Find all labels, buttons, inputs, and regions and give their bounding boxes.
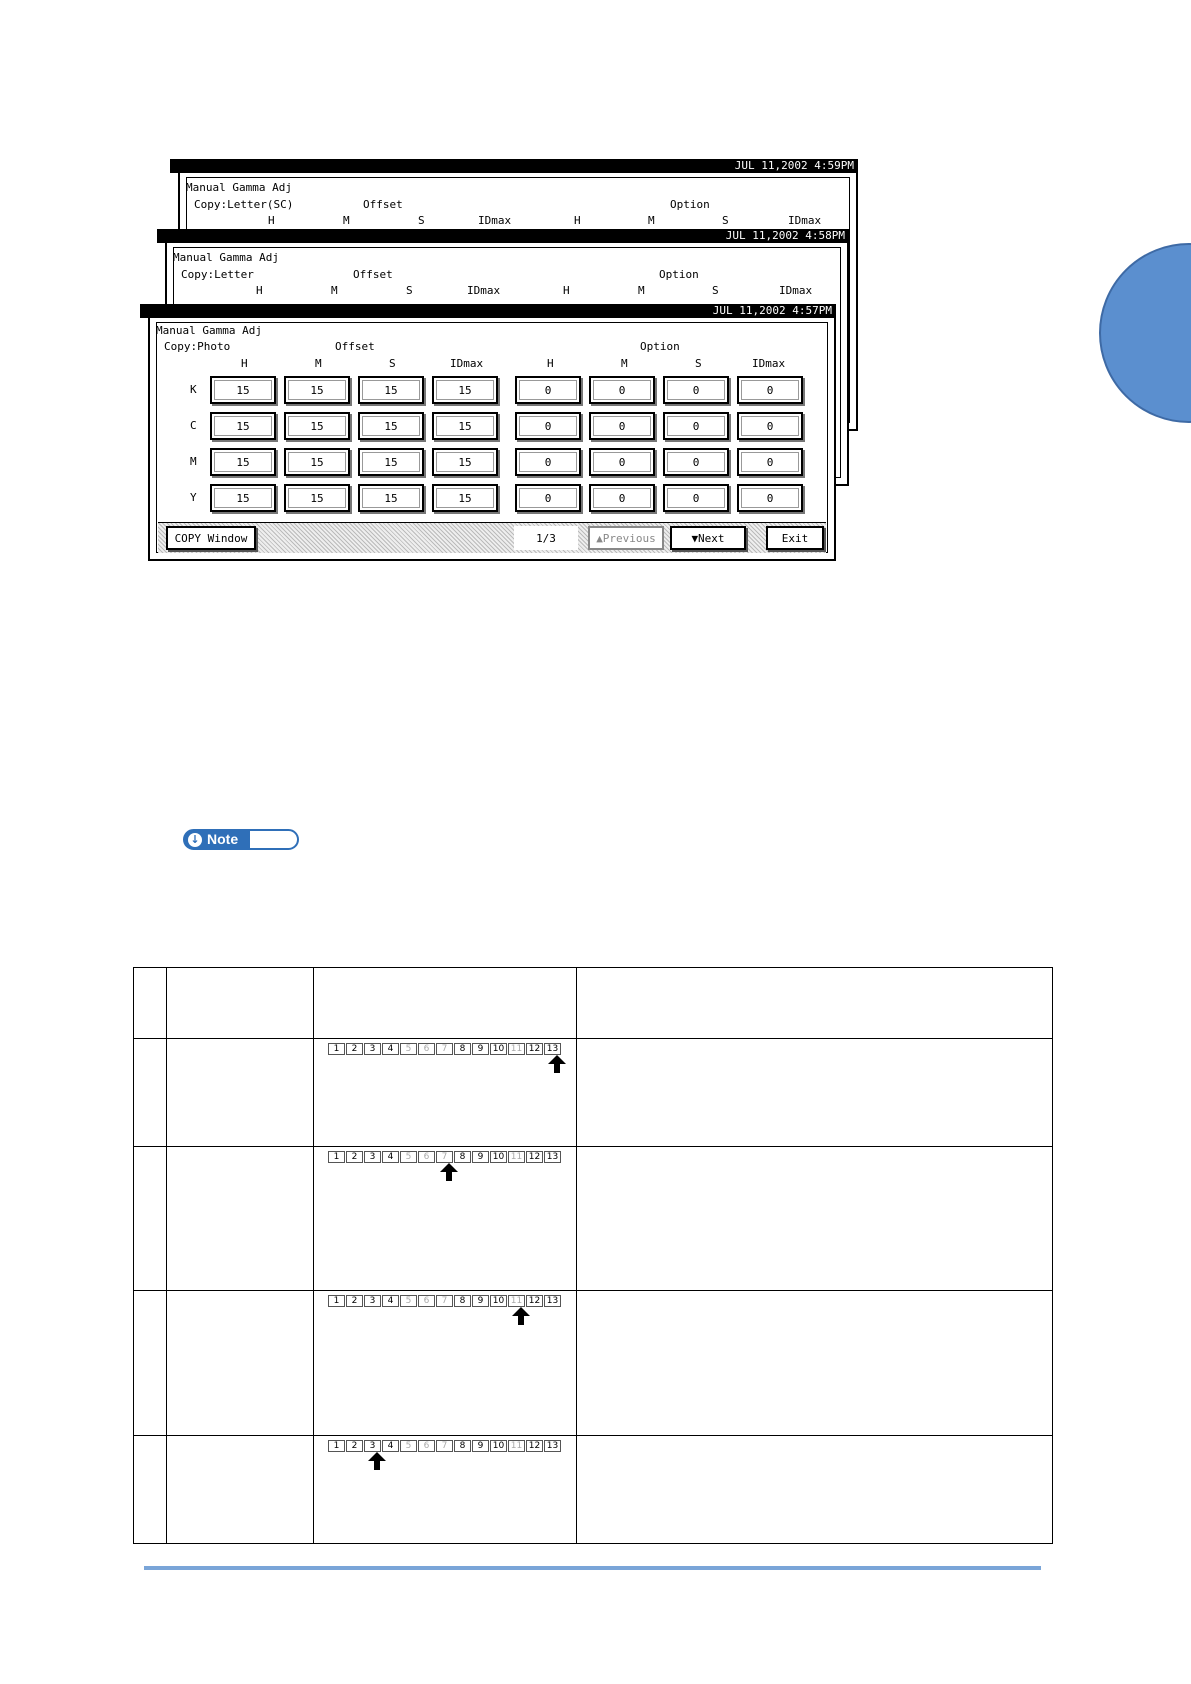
strip-cell: 12 xyxy=(526,1295,543,1307)
strip-cell: 1 xyxy=(328,1151,345,1163)
value-button-c-6[interactable]: 0 xyxy=(663,412,729,440)
value-button-y-2[interactable]: 15 xyxy=(358,484,424,512)
strip-cell: 3 xyxy=(364,1440,381,1452)
copy-window-button[interactable]: COPY Window xyxy=(166,526,256,550)
table-cell xyxy=(314,1436,577,1544)
screen-mode: Copy:Letter xyxy=(181,268,254,281)
screen-title: Manual Gamma Adj xyxy=(156,324,262,337)
strip-cell: 11 xyxy=(508,1043,525,1055)
table-cell xyxy=(314,1147,577,1291)
reference-table xyxy=(133,967,1053,1544)
previous-button[interactable]: ▲Previous xyxy=(588,526,664,550)
next-button[interactable]: ▼Next xyxy=(670,526,746,550)
table-cell xyxy=(577,1436,1053,1544)
value-button-m-2[interactable]: 15 xyxy=(358,448,424,476)
strip-cell: 10 xyxy=(490,1043,507,1055)
chapter-tab xyxy=(1099,243,1191,423)
arrow-row xyxy=(314,1163,576,1183)
col-m2: M xyxy=(648,214,655,227)
value-button-c-4[interactable]: 0 xyxy=(515,412,581,440)
value-button-m-3[interactable]: 15 xyxy=(432,448,498,476)
col-s2: S xyxy=(712,284,719,297)
table-cell xyxy=(167,968,314,1039)
col-idmax2: IDmax xyxy=(788,214,822,227)
strip-cell: 12 xyxy=(526,1043,543,1055)
strip-cell: 7 xyxy=(436,1043,453,1055)
screen-mode: Copy:Letter(SC) xyxy=(194,198,294,211)
value-button-y-1[interactable]: 15 xyxy=(284,484,350,512)
strip-cell: 11 xyxy=(508,1151,525,1163)
value-button-c-7[interactable]: 0 xyxy=(737,412,803,440)
strip-cell: 11 xyxy=(508,1440,525,1452)
number-strip xyxy=(328,1440,576,1452)
value-button-k-4[interactable]: 0 xyxy=(515,376,581,404)
bottom-bar xyxy=(158,522,826,553)
arrow-row xyxy=(314,1307,576,1327)
value-button-y-7[interactable]: 0 xyxy=(737,484,803,512)
row-label-c: C xyxy=(190,419,197,432)
scale-strip xyxy=(314,1043,576,1075)
table-row xyxy=(134,1147,1053,1291)
value-button-y-4[interactable]: 0 xyxy=(515,484,581,512)
strip-cell: 6 xyxy=(418,1440,435,1452)
value-button-c-5[interactable]: 0 xyxy=(589,412,655,440)
value-button-y-0[interactable]: 15 xyxy=(210,484,276,512)
col-h2: H xyxy=(574,214,581,227)
strip-cell: 1 xyxy=(328,1043,345,1055)
strip-cell: 10 xyxy=(490,1440,507,1452)
table-cell xyxy=(167,1039,314,1147)
value-button-c-0[interactable]: 15 xyxy=(210,412,276,440)
exit-button[interactable]: Exit xyxy=(766,526,824,550)
strip-cell: 13 xyxy=(544,1440,561,1452)
col-m: M xyxy=(343,214,350,227)
table-row xyxy=(134,1291,1053,1436)
row-label-m: M xyxy=(190,455,197,468)
col-h: H xyxy=(256,284,263,297)
row-label-y: Y xyxy=(190,491,197,504)
strip-cell: 4 xyxy=(382,1151,399,1163)
strip-cell: 7 xyxy=(436,1295,453,1307)
col-h2: H xyxy=(563,284,570,297)
arrow-row xyxy=(314,1055,576,1075)
strip-cell: 13 xyxy=(544,1151,561,1163)
option-label: Option xyxy=(670,198,710,211)
table-cell xyxy=(314,968,577,1039)
table-cell xyxy=(314,1039,577,1147)
strip-cell: 13 xyxy=(544,1295,561,1307)
table-cell xyxy=(577,1291,1053,1436)
up-arrow-icon xyxy=(368,1452,386,1470)
col-s: S xyxy=(406,284,413,297)
table-row xyxy=(134,1039,1053,1147)
col-idmax2: IDmax xyxy=(752,357,786,370)
screen-timestamp: JUL 11,2002 4:57PM xyxy=(140,304,836,318)
number-strip xyxy=(328,1043,576,1055)
strip-cell: 4 xyxy=(382,1295,399,1307)
down-arrow-circle-icon: ↓ xyxy=(188,833,202,847)
value-button-k-1[interactable]: 15 xyxy=(284,376,350,404)
strip-cell: 13 xyxy=(544,1043,561,1055)
value-button-k-6[interactable]: 0 xyxy=(663,376,729,404)
number-strip xyxy=(328,1295,576,1307)
note-badge xyxy=(183,829,299,850)
table-cell xyxy=(167,1436,314,1544)
up-arrow-icon xyxy=(440,1163,458,1181)
col-idmax2: IDmax xyxy=(779,284,813,297)
table-cell xyxy=(134,968,167,1039)
strip-cell: 3 xyxy=(364,1151,381,1163)
value-button-k-7[interactable]: 0 xyxy=(737,376,803,404)
value-button-m-0[interactable]: 15 xyxy=(210,448,276,476)
value-button-m-1[interactable]: 15 xyxy=(284,448,350,476)
col-s2: S xyxy=(722,214,729,227)
col-m2: M xyxy=(621,357,628,370)
value-button-k-0[interactable]: 15 xyxy=(210,376,276,404)
col-s2: S xyxy=(695,357,702,370)
strip-cell: 12 xyxy=(526,1151,543,1163)
strip-cell: 6 xyxy=(418,1295,435,1307)
scale-strip xyxy=(314,1440,576,1472)
table-cell xyxy=(134,1039,167,1147)
scale-strip xyxy=(314,1295,576,1327)
strip-cell: 8 xyxy=(454,1440,471,1452)
strip-cell: 8 xyxy=(454,1043,471,1055)
value-button-y-5[interactable]: 0 xyxy=(589,484,655,512)
value-button-k-5[interactable]: 0 xyxy=(589,376,655,404)
strip-cell: 5 xyxy=(400,1151,417,1163)
table-cell xyxy=(134,1147,167,1291)
table-cell xyxy=(167,1291,314,1436)
up-arrow-icon xyxy=(548,1055,566,1073)
value-button-c-1[interactable]: 15 xyxy=(284,412,350,440)
strip-cell: 9 xyxy=(472,1440,489,1452)
strip-cell: 11 xyxy=(508,1295,525,1307)
col-h: H xyxy=(241,357,248,370)
strip-cell: 4 xyxy=(382,1043,399,1055)
table-row xyxy=(134,1436,1053,1544)
col-s: S xyxy=(418,214,425,227)
value-button-y-6[interactable]: 0 xyxy=(663,484,729,512)
screen-timestamp: JUL 11,2002 4:58PM xyxy=(157,229,849,243)
strip-cell: 6 xyxy=(418,1151,435,1163)
arrow-row xyxy=(314,1452,576,1472)
strip-cell: 2 xyxy=(346,1151,363,1163)
number-strip xyxy=(328,1151,576,1163)
row-label-k: K xyxy=(190,383,197,396)
strip-cell: 10 xyxy=(490,1151,507,1163)
offset-label: Offset xyxy=(353,268,393,281)
option-label: Option xyxy=(640,340,680,353)
strip-cell: 9 xyxy=(472,1295,489,1307)
strip-cell: 8 xyxy=(454,1151,471,1163)
table-cell xyxy=(577,968,1053,1039)
strip-cell: 5 xyxy=(400,1440,417,1452)
value-button-k-2[interactable]: 15 xyxy=(358,376,424,404)
footer-rule xyxy=(144,1566,1041,1570)
col-idmax: IDmax xyxy=(450,357,484,370)
screen-title: Manual Gamma Adj xyxy=(173,251,279,264)
value-button-m-4[interactable]: 0 xyxy=(515,448,581,476)
value-button-m-5[interactable]: 0 xyxy=(589,448,655,476)
note-label: Note xyxy=(207,831,239,847)
strip-cell: 5 xyxy=(400,1043,417,1055)
scale-strip xyxy=(314,1151,576,1183)
strip-cell: 7 xyxy=(436,1151,453,1163)
col-s: S xyxy=(389,357,396,370)
strip-cell: 8 xyxy=(454,1295,471,1307)
value-button-c-2[interactable]: 15 xyxy=(358,412,424,440)
table-cell xyxy=(314,1291,577,1436)
strip-cell: 3 xyxy=(364,1295,381,1307)
table-cell xyxy=(577,1039,1053,1147)
col-idmax: IDmax xyxy=(467,284,501,297)
strip-cell: 2 xyxy=(346,1440,363,1452)
table-cell xyxy=(167,1147,314,1291)
strip-cell: 3 xyxy=(364,1043,381,1055)
value-button-k-3[interactable]: 15 xyxy=(432,376,498,404)
table-cell xyxy=(134,1436,167,1544)
strip-cell: 1 xyxy=(328,1295,345,1307)
table-header-row xyxy=(134,968,1053,1039)
strip-cell: 4 xyxy=(382,1440,399,1452)
value-button-m-7[interactable]: 0 xyxy=(737,448,803,476)
value-button-y-3[interactable]: 15 xyxy=(432,484,498,512)
strip-cell: 12 xyxy=(526,1440,543,1452)
screen-timestamp: JUL 11,2002 4:59PM xyxy=(170,159,858,173)
strip-cell: 2 xyxy=(346,1295,363,1307)
offset-label: Offset xyxy=(363,198,403,211)
col-m2: M xyxy=(638,284,645,297)
up-arrow-icon xyxy=(512,1307,530,1325)
strip-cell: 10 xyxy=(490,1295,507,1307)
strip-cell: 9 xyxy=(472,1151,489,1163)
strip-cell: 7 xyxy=(436,1440,453,1452)
value-button-c-3[interactable]: 15 xyxy=(432,412,498,440)
screen-mode: Copy:Photo xyxy=(164,340,231,353)
col-m: M xyxy=(331,284,338,297)
page-indicator: 1/3 xyxy=(514,526,578,550)
strip-cell: 6 xyxy=(418,1043,435,1055)
col-idmax: IDmax xyxy=(478,214,512,227)
screen-title: Manual Gamma Adj xyxy=(186,181,292,194)
offset-label: Offset xyxy=(335,340,375,353)
col-h: H xyxy=(268,214,275,227)
col-h2: H xyxy=(547,357,554,370)
table-cell xyxy=(577,1147,1053,1291)
option-label: Option xyxy=(659,268,699,281)
value-button-m-6[interactable]: 0 xyxy=(663,448,729,476)
col-m: M xyxy=(315,357,322,370)
table-cell xyxy=(134,1291,167,1436)
strip-cell: 2 xyxy=(346,1043,363,1055)
strip-cell: 9 xyxy=(472,1043,489,1055)
strip-cell: 5 xyxy=(400,1295,417,1307)
strip-cell: 1 xyxy=(328,1440,345,1452)
screen-copy-photo xyxy=(148,304,836,561)
